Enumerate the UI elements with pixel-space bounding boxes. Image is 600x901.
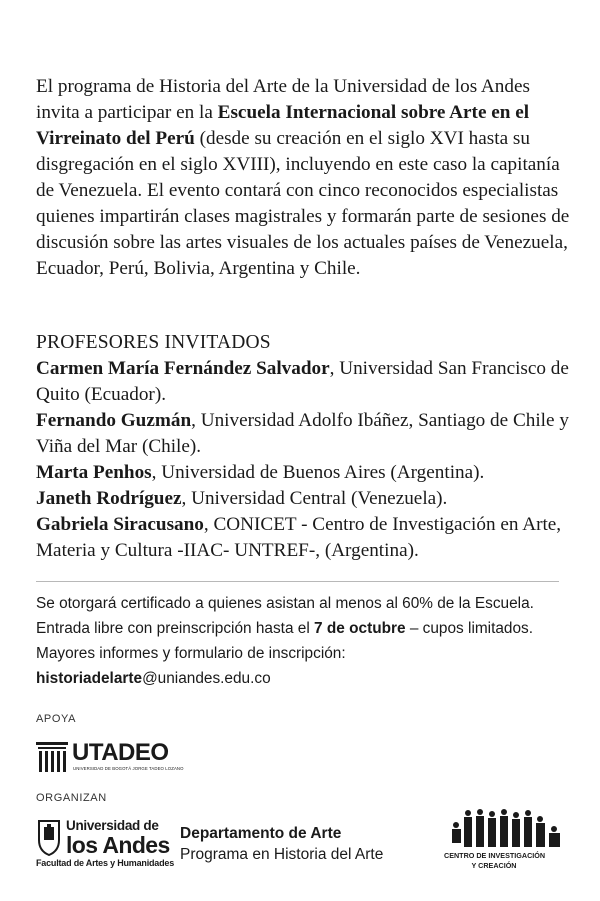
professor-affiliation: , Universidad San Francisco de Quito (Ecuador). — [36, 358, 569, 405]
intro-text-end: (desde su creación en el siglo XVI hasta su disgregación en el siglo XVIII), incluyendo en este caso la capitanía de Venezuela. El evento contará con cinco reconocidos especialistas quienes impartirán clases magistrales y formarán parte de sesiones de discusión sobre las artes visuales de los actuales países de Venezuela, Ecuador, Perú, Bolivia, Argentina y Chile. — [36, 128, 570, 279]
section-divider — [36, 581, 559, 582]
info-text-end: – cupos limitados. Mayores informes y formulario de inscripción: — [36, 620, 534, 662]
professor-item — [36, 512, 581, 564]
organizan-label: ORGANIZAN — [36, 792, 107, 804]
professor-item — [36, 356, 581, 408]
registration-info — [36, 591, 566, 691]
apoya-label: APOYA — [36, 713, 77, 725]
info-text-start: Se otorgará certificado a quienes asistan al menos al 60% de la Escuela. Entrada libre con preinscripción hasta el — [36, 595, 534, 637]
email-domain: @uniandes.edu.co — [142, 670, 271, 687]
uniandes-name-line1: Universidad de — [66, 818, 159, 833]
uniandes-faculty: Facultad de Artes y Humanidades — [36, 858, 175, 868]
department-block — [180, 823, 383, 865]
professors-list — [36, 356, 581, 564]
intro-paragraph — [36, 74, 576, 282]
utadeo-logo-subtitle: UNIVERSIDAD DE BOGOTÁ JORGE TADEO LOZANO — [73, 766, 184, 771]
utadeo-logo-name: UTADEO — [72, 739, 169, 766]
utadeo-mark-icon — [36, 742, 68, 772]
utadeo-logo — [36, 739, 184, 774]
email-user: historiadelarte — [36, 670, 143, 687]
program-name: Programa en Historia del Arte — [180, 846, 384, 863]
professor-affiliation: , Universidad Adolfo Ibáñez, Santiago de Chile y Viña del Mar (Chile). — [36, 410, 569, 457]
contact-email-link[interactable] — [36, 670, 271, 687]
professor-item — [36, 460, 581, 486]
professor-name: Janeth Rodríguez — [36, 488, 182, 509]
professor-item — [36, 408, 581, 460]
event-name: Escuela Internacional sobre Arte en el Virreinato del Perú — [36, 102, 530, 149]
people-silhouettes-icon — [448, 805, 566, 849]
intro-text-start: El programa de Historia del Arte de la Universidad de los Andes invita a participar en la — [36, 76, 530, 123]
centro-name-line2: Y CREACIÓN — [471, 861, 517, 870]
registration-deadline: 7 de octubre — [314, 620, 406, 637]
professor-name: Fernando Guzmán — [36, 410, 192, 431]
professor-name: Marta Penhos — [36, 462, 152, 483]
department-name: Departamento de Arte — [180, 825, 342, 842]
uniandes-logo — [36, 818, 175, 870]
uniandes-seal-icon — [36, 818, 62, 856]
professor-item — [36, 486, 581, 512]
professor-affiliation: , CONICET - Centro de Investigación en Arte, Materia y Cultura -IIAC- UNTREF-, (Argentina). — [36, 514, 562, 561]
professors-heading: PROFESORES INVITADOS — [36, 332, 271, 353]
centro-investigacion-logo — [444, 805, 566, 871]
professor-name: Gabriela Siracusano — [36, 514, 204, 535]
centro-name-line1: CENTRO DE INVESTIGACIÓN — [444, 851, 546, 860]
uniandes-name-line2: los Andes — [66, 832, 170, 858]
professor-affiliation: , Universidad de Buenos Aires (Argentina). — [151, 462, 485, 483]
professor-affiliation: , Universidad Central (Venezuela). — [181, 488, 448, 509]
professor-name: Carmen María Fernández Salvador — [36, 358, 330, 379]
